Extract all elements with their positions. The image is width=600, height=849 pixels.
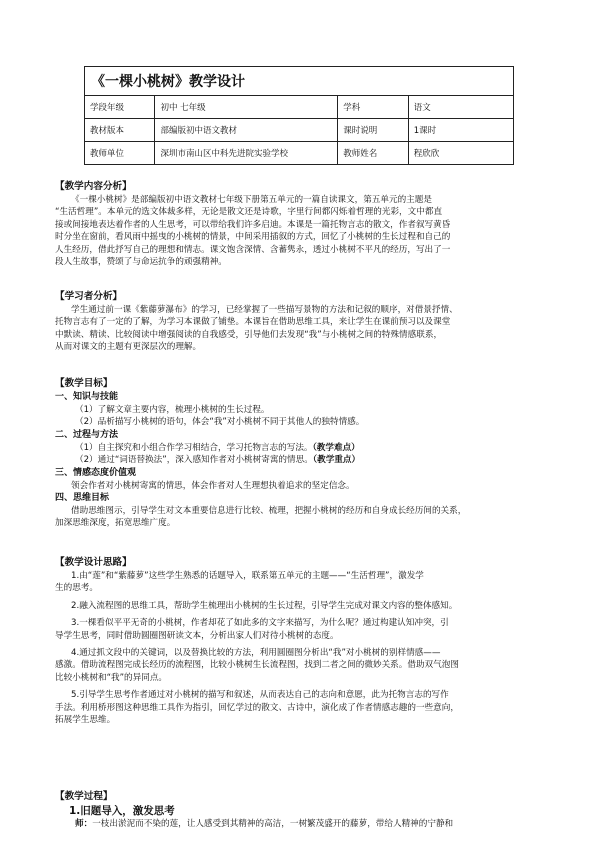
document-title: 《一棵小桃树》教学设计: [85, 67, 514, 96]
objectives-section: [55, 377, 553, 530]
objective-group-title: 二、过程与方法: [55, 429, 119, 440]
paragraph-line: 手法。利用桥形图这种思维工具作为指引，回忆学过的散文、古诗中，演化成了作者情感志趣的一些意向，: [55, 702, 459, 713]
objective-text: （1）自主探究和小组合作学习相结合，学习托物言志的写法。: [75, 442, 313, 453]
objective-item: （2）品析描写小桃树的语句，体会“我”对小桃树不同于其他人的独特情感。: [75, 417, 365, 428]
paragraph-line: 导学生思考，同时借助圆圈图研读文本，分析出家人们对待小桃树的态度。: [55, 630, 339, 641]
paragraph-line: 1.由“莲”和“紫藤萝”这些学生熟悉的话题导入，联系第五单元的主题——“生活哲理”，激发学: [71, 571, 424, 581]
objective-group-title: 四、思维目标: [55, 493, 110, 504]
period-value: 1课时: [408, 119, 513, 142]
paragraph-line: 4.通过抓文段中的关键词，以及替换比较的方法，利用圆圈图分析出“我”对小桃树的别样情感——: [71, 648, 441, 659]
teacher-marker: 师：: [75, 819, 93, 829]
paragraph-line: 中默读、精读、比较阅读中增强阅读的自我感受，引导他们去发现“我”与小桃树之间的特殊情感联系，: [55, 329, 443, 340]
key-point-tag: （教学重点）: [312, 455, 361, 466]
paragraph-line: [55, 818, 553, 830]
subject-label: 学科: [338, 96, 408, 119]
table-row: [85, 96, 514, 119]
school-value: 深圳市南山区中科先进院实验学校: [155, 142, 338, 165]
grade-value: 初中 七年级: [155, 96, 338, 119]
subject-value: 语文: [408, 96, 513, 119]
paragraph-line: 学生通过前一课《紫藤萝瀑布》的学习，已经掌握了一些描写景物的方法和记叙的顺序，对借景抒情、: [71, 305, 458, 315]
table-row: [85, 119, 514, 142]
table-row: [85, 142, 514, 165]
section-heading: 【教学过程】: [55, 791, 113, 802]
objective-group-title: 一、知识与技能: [55, 392, 119, 402]
learner-analysis-section: [55, 290, 553, 354]
teacher-label: 教师姓名: [338, 142, 408, 165]
teacher-speech: 一枝出淤泥而不染的莲，让人感受到其精神的高洁，一树繁茂盛开的藤萝，带给人精神的宁静和: [92, 819, 454, 829]
difficulty-tag: （教学难点）: [312, 442, 360, 453]
paragraph-line: 时分坐在窗前，看风雨中摇曳的小桃树的情景，中间采用插叙的方式，回忆了小桃树的生长过程和自己的: [55, 232, 451, 243]
objective-item: [55, 454, 553, 466]
design-section: [55, 556, 553, 726]
section-heading: 【教学内容分析】: [55, 181, 132, 192]
process-step-title: 1.旧题导入，激发思考: [69, 805, 175, 817]
paragraph-line: 从而对课文的主题有更深层次的理解。: [55, 342, 202, 353]
paragraph-line: 拓展学生思维。: [55, 715, 116, 726]
textbook-value: 部编版初中语文教材: [155, 119, 338, 142]
section-heading: 【教学目标】: [55, 378, 113, 389]
paragraph-line: 2.融入流程图的思维工具，帮助学生梳理出小桃树的生长过程，引导学生完成对课文内容的整体感知。: [71, 600, 458, 611]
course-info-table: [84, 66, 514, 165]
objective-group-title: 三、情感态度价值观: [55, 467, 137, 478]
paragraph-line: 人生经历，借此抒写自己的理想和情志。课文饱含深情、含蓄隽永，透过小桃树不平凡的经历，写出了一: [55, 244, 451, 255]
content-analysis-section: [55, 180, 553, 268]
paragraph-line: 比较小桃树和“我”的异同点。: [55, 672, 168, 683]
paragraph-line: 5.引导学生思考作者通过对小桃树的描写和叙述，从而表达自己的志向和意愿，此为托物言志的写作: [71, 690, 449, 701]
paragraph-line: 段人生故事，赞颂了与命运抗争的顽强精神。: [55, 257, 227, 268]
process-section: [55, 790, 553, 830]
paragraph-line: 接或间接地表达着作者的人生思考，可以带给我们许多启迪。本课是一篇托物言志的散文，作者叙写黄昏: [55, 219, 451, 230]
paragraph-line: 托物言志有了一定的了解，为学习本课做了铺垫。本课旨在借助思维工具，来让学生在课前预习以及课堂: [55, 317, 451, 328]
paragraph-line: “生活哲理”。本单元的选文体裁多样，无论是散文还是诗歌，字里行间都闪烁着哲理的光彩，文中都直: [55, 207, 443, 218]
textbook-label: 教材版本: [85, 119, 155, 142]
school-label: 教师单位: [85, 142, 155, 165]
objective-text: （2）通过“词语替换法”，深入感知作者对小桃树寄寓的情思。: [75, 455, 313, 466]
teacher-value: 程欣欣: [408, 142, 513, 165]
objective-item: （1）了解文章主要内容，梳理小桃树的生长过程。: [75, 405, 270, 415]
paragraph-line: 《一棵小桃树》是部编版初中语文教材七年级下册第五单元的一篇自读课文，第五单元的主题是: [71, 195, 432, 205]
paragraph-line: 借助思维图示，引导学生对文本重要信息进行比较、梳理，把握小桃树的经历和自身成长经历间的关系，: [71, 506, 467, 517]
paragraph-line: 加深思维深度，拓宽思维广度。: [55, 518, 176, 529]
paragraph-line: 3.一棵看似平平无奇的小桃树，作者却花了如此多的文字来描写，为什么呢？通过构建认知冲突，引: [71, 618, 449, 629]
paragraph-line: 感激。借助流程图完成长经历的流程图，比较小桃树生长流程图，找到二者之间的微妙关系。借助双气泡图: [55, 660, 459, 671]
objective-item: 领会作者对小桃树寄寓的情思，体会作者对人生理想执着追求的坚定信念。: [71, 480, 355, 491]
section-heading: 【教学设计思路】: [55, 557, 132, 568]
grade-label: 学段年级: [85, 96, 155, 119]
period-label: 课时说明: [338, 119, 408, 142]
paragraph-line: 生的思考。: [55, 583, 98, 594]
section-heading: 【学习者分析】: [55, 291, 123, 302]
objective-item: [55, 442, 553, 454]
